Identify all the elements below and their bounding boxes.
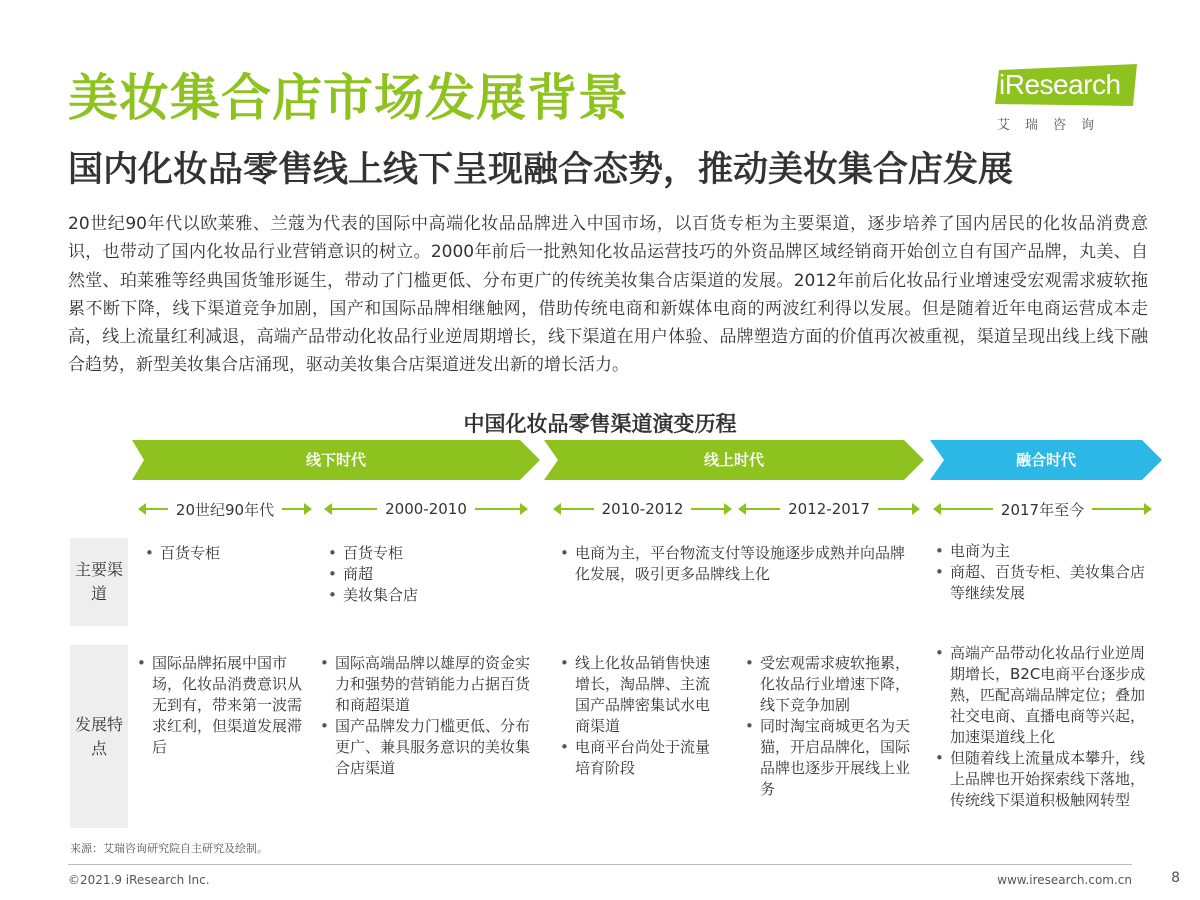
period-2012-2017-label: 2012-2017 — [788, 500, 870, 518]
iresearch-logo — [995, 62, 1140, 134]
list-item: • 国产品牌发力门槛更低、分布更广、兼具服务意识的美妆集合店渠道 — [318, 716, 530, 779]
list-item: • 百货专柜 — [326, 543, 526, 564]
website-link[interactable]: www.iresearch.com.cn — [997, 873, 1132, 887]
era-offline-label: 线下时代 — [305, 451, 366, 469]
features-cell-2000-2010 — [318, 653, 530, 779]
list-item: • 线上化妆品销售快速增长，淘品牌、主流国产品牌密集试水电商渠道 — [558, 653, 718, 737]
page-title: 美妆集合店市场发展背景 — [68, 69, 629, 127]
page-subtitle: 国内化妆品零售线上线下呈现融合态势，推动美妆集合店发展 — [68, 150, 1014, 190]
list-item: • 国际品牌拓展中国市场，化妆品消费意识从无到有，带来第一波需求红利，但渠道发展滞后 — [135, 653, 313, 758]
period-arrow-left — [740, 508, 780, 510]
list-item: • 电商为主 — [933, 541, 1148, 562]
list-item: • 国际高端品牌以雄厚的资金实力和强势的营销能力占据百货和商超渠道 — [318, 653, 530, 716]
features-cell-1990s — [135, 653, 313, 758]
era-online — [544, 440, 924, 480]
era-offline — [132, 440, 540, 480]
era-fusion-label: 融合时代 — [1015, 451, 1076, 469]
intro-paragraph: 20世纪90年代以欧莱雅、兰蔻为代表的国际中高端化妆品品牌进入中国市场，以百货专柜为主要渠道，逐步培养了国内居民的化妆品消费意识，也带动了国内化妆品行业营销意识的树立。2000年前后一批熟知化妆品运营技巧的外资品牌区域经销商开始创立自有国产品牌，丸美、自然堂、珀莱雅等经典国货雏形诞生，带动了门槛更低、分布更广的传统美妆集合店渠道的发展。2012年前后化妆品行业增速受宏观需求疲软拖累不断下降，线下渠道竞争加剧，国产和国际品牌相继触网，借助传统电商和新媒体电商的两波红利得以发展。但是随着近年电商运营成本走高，线上流量红利减退，高端产品带动化妆品行业逆周期增长，线下渠道在用户体验、品牌塑造方面的价值再次被重视，渠道呈现出线上线下融合趋势，新型美妆集合店涌现，驱动美妆集合店渠道迸发出新的增长活力。 — [68, 214, 1148, 376]
logo-brand-text: iResearch — [999, 69, 1121, 100]
list-item: • 商超 — [326, 564, 526, 585]
list-item: • 高端产品带动化妆品行业逆周期增长，B2C电商平台逐步成熟，匹配高端品牌定位；叠加社交电商、直播电商等兴起，加速渠道线上化 — [933, 643, 1155, 748]
list-item: • 电商为主，平台物流支付等设施逐步成熟并向品牌化发展，吸引更多品牌线上化 — [558, 543, 908, 585]
page-number: 8 — [1171, 870, 1180, 886]
channels-cell-1990s — [143, 543, 313, 564]
period-2000-2010 — [326, 498, 526, 520]
period-arrow-right — [282, 508, 310, 510]
row-label-channels: 主要渠道 — [70, 538, 128, 626]
period-arrow-right — [878, 508, 918, 510]
period-arrow-right — [475, 508, 526, 510]
list-item: • 电商平台尚处于流量培育阶段 — [558, 737, 718, 779]
list-item: • 百货专柜 — [143, 543, 313, 564]
period-arrow-right — [1092, 508, 1150, 510]
period-arrow-left — [140, 508, 168, 510]
copyright: ©2021.9 iResearch Inc. — [68, 873, 210, 887]
channels-cell-online — [558, 543, 908, 585]
period-arrow-left — [326, 508, 377, 510]
list-item: • 美妆集合店 — [326, 585, 526, 606]
list-item: • 受宏观需求疲软拖累，化妆品行业增速下降，线下竞争加剧 — [743, 653, 923, 716]
period-arrow-left — [555, 508, 594, 510]
row-label-features: 发展特点 — [70, 645, 128, 828]
list-item: • 商超、百货专柜、美妆集合店等继续发展 — [933, 562, 1148, 604]
channels-cell-2017-now — [933, 541, 1148, 604]
timeline-title: 中国化妆品零售渠道演变历程 — [463, 412, 737, 436]
footer-divider — [68, 864, 1132, 865]
period-2017-now-label: 2017年至今 — [1000, 500, 1085, 519]
source-note: 来源：艾瑞咨询研究院自主研究及绘制。 — [70, 842, 268, 855]
period-2012-2017 — [740, 498, 918, 520]
period-1990s-label: 20世纪90年代 — [175, 500, 275, 519]
logo-cn-name: 艾瑞咨询 — [997, 118, 1110, 133]
period-arrow-left — [935, 508, 993, 510]
period-arrow-right — [691, 508, 730, 510]
era-fusion — [930, 440, 1162, 480]
features-cell-2017-now — [933, 643, 1155, 811]
period-1990s — [140, 498, 310, 520]
period-2017-now — [935, 498, 1150, 520]
features-cell-2012-2017 — [743, 653, 923, 800]
list-item: • 同时淘宝商城更名为天猫，开启品牌化，国际品牌也逐步开展线上业务 — [743, 716, 923, 800]
period-2000-2010-label: 2000-2010 — [385, 500, 467, 518]
period-2010-2012 — [555, 498, 730, 520]
era-online-label: 线上时代 — [703, 451, 764, 469]
channels-cell-2000-2010 — [326, 543, 526, 606]
features-cell-2010-2012 — [558, 653, 718, 779]
period-2010-2012-label: 2010-2012 — [601, 500, 684, 518]
list-item: • 但随着线上流量成本攀升，线上品牌也开始探索线下落地，传统线下渠道积极触网转型 — [933, 748, 1155, 811]
